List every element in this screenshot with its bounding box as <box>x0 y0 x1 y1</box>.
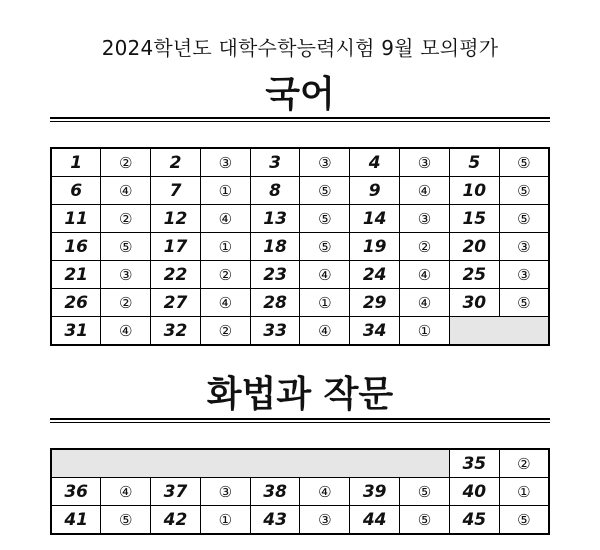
question-number: 3 <box>250 148 300 177</box>
answer-choice: ② <box>101 148 151 177</box>
answer-choice: ④ <box>300 478 350 506</box>
question-number: 11 <box>51 205 101 233</box>
answer-row <box>51 148 549 177</box>
exam-title: 2024학년도 대학수학능력시험 9월 모의평가 <box>101 36 499 60</box>
question-number: 10 <box>449 177 499 205</box>
question-number: 28 <box>250 289 300 317</box>
answer-choice: ④ <box>101 317 151 346</box>
answer-choice: ⑤ <box>300 205 350 233</box>
answer-row <box>51 478 549 506</box>
question-number: 40 <box>449 478 499 506</box>
question-number: 16 <box>51 233 101 261</box>
korean-answer-table <box>50 147 550 346</box>
answer-choice: ④ <box>200 205 250 233</box>
answer-row <box>51 449 549 478</box>
answer-choice: ⑤ <box>499 177 549 205</box>
korean-section-title: 국어 <box>265 74 335 115</box>
answer-choice: ③ <box>101 261 151 289</box>
question-number: 18 <box>250 233 300 261</box>
answer-choice: ④ <box>400 261 450 289</box>
answer-choice: ⑤ <box>400 506 450 535</box>
answer-choice: ③ <box>200 478 250 506</box>
answer-choice: ③ <box>400 148 450 177</box>
question-number: 27 <box>151 289 201 317</box>
question-number: 41 <box>51 506 101 535</box>
answer-choice: ① <box>200 506 250 535</box>
answer-choice: ④ <box>101 177 151 205</box>
question-number: 24 <box>350 261 400 289</box>
answer-row <box>51 289 549 317</box>
answer-choice: ④ <box>200 289 250 317</box>
answer-choice: ④ <box>101 478 151 506</box>
question-number: 36 <box>51 478 101 506</box>
answer-row <box>51 233 549 261</box>
answer-choice: ⑤ <box>101 506 151 535</box>
speech-writing-divider <box>50 418 550 423</box>
speech-writing-answer-table <box>50 448 550 535</box>
question-number: 31 <box>51 317 101 346</box>
question-number: 22 <box>151 261 201 289</box>
question-number: 39 <box>350 478 400 506</box>
empty-cell <box>449 317 549 346</box>
answer-choice: ⑤ <box>499 148 549 177</box>
question-number: 13 <box>250 205 300 233</box>
question-number: 9 <box>350 177 400 205</box>
question-number: 32 <box>151 317 201 346</box>
question-number: 33 <box>250 317 300 346</box>
question-number: 8 <box>250 177 300 205</box>
answer-choice: ④ <box>300 261 350 289</box>
answer-choice: ② <box>499 449 549 478</box>
question-number: 25 <box>449 261 499 289</box>
question-number: 15 <box>449 205 499 233</box>
question-number: 35 <box>449 449 499 478</box>
answer-row <box>51 177 549 205</box>
answer-choice: ① <box>200 233 250 261</box>
question-number: 14 <box>350 205 400 233</box>
answer-choice: ② <box>101 205 151 233</box>
answer-choice: ③ <box>300 148 350 177</box>
question-number: 38 <box>250 478 300 506</box>
question-number: 23 <box>250 261 300 289</box>
question-number: 12 <box>151 205 201 233</box>
question-number: 44 <box>350 506 400 535</box>
answer-choice: ② <box>101 289 151 317</box>
answer-choice: ① <box>300 289 350 317</box>
answer-choice: ③ <box>499 261 549 289</box>
answer-choice: ③ <box>300 506 350 535</box>
answer-choice: ⑤ <box>499 289 549 317</box>
question-number: 42 <box>151 506 201 535</box>
answer-choice: ⑤ <box>400 478 450 506</box>
answer-choice: ⑤ <box>499 506 549 535</box>
answer-choice: ⑤ <box>300 233 350 261</box>
question-number: 20 <box>449 233 499 261</box>
answer-row <box>51 506 549 535</box>
answer-choice: ④ <box>400 289 450 317</box>
answer-row <box>51 205 549 233</box>
answer-choice: ② <box>200 261 250 289</box>
answer-choice: ⑤ <box>499 205 549 233</box>
question-number: 2 <box>151 148 201 177</box>
answer-choice: ④ <box>300 317 350 346</box>
answer-choice: ③ <box>200 148 250 177</box>
question-number: 19 <box>350 233 400 261</box>
speech-writing-section-title: 화법과 작문 <box>206 374 394 415</box>
answer-choice: ① <box>200 177 250 205</box>
question-number: 30 <box>449 289 499 317</box>
empty-cell <box>51 449 449 478</box>
answer-choice: ③ <box>400 205 450 233</box>
question-number: 6 <box>51 177 101 205</box>
question-number: 5 <box>449 148 499 177</box>
question-number: 17 <box>151 233 201 261</box>
answer-choice: ④ <box>400 177 450 205</box>
question-number: 26 <box>51 289 101 317</box>
question-number: 45 <box>449 506 499 535</box>
answer-choice: ① <box>400 317 450 346</box>
answer-row <box>51 261 549 289</box>
answer-row <box>51 317 549 346</box>
answer-choice: ⑤ <box>101 233 151 261</box>
question-number: 21 <box>51 261 101 289</box>
answer-choice: ⑤ <box>300 177 350 205</box>
question-number: 34 <box>350 317 400 346</box>
korean-divider <box>50 117 550 122</box>
question-number: 7 <box>151 177 201 205</box>
question-number: 37 <box>151 478 201 506</box>
question-number: 43 <box>250 506 300 535</box>
question-number: 29 <box>350 289 400 317</box>
question-number: 1 <box>51 148 101 177</box>
answer-choice: ③ <box>499 233 549 261</box>
answer-choice: ② <box>200 317 250 346</box>
question-number: 4 <box>350 148 400 177</box>
answer-choice: ② <box>400 233 450 261</box>
answer-choice: ① <box>499 478 549 506</box>
